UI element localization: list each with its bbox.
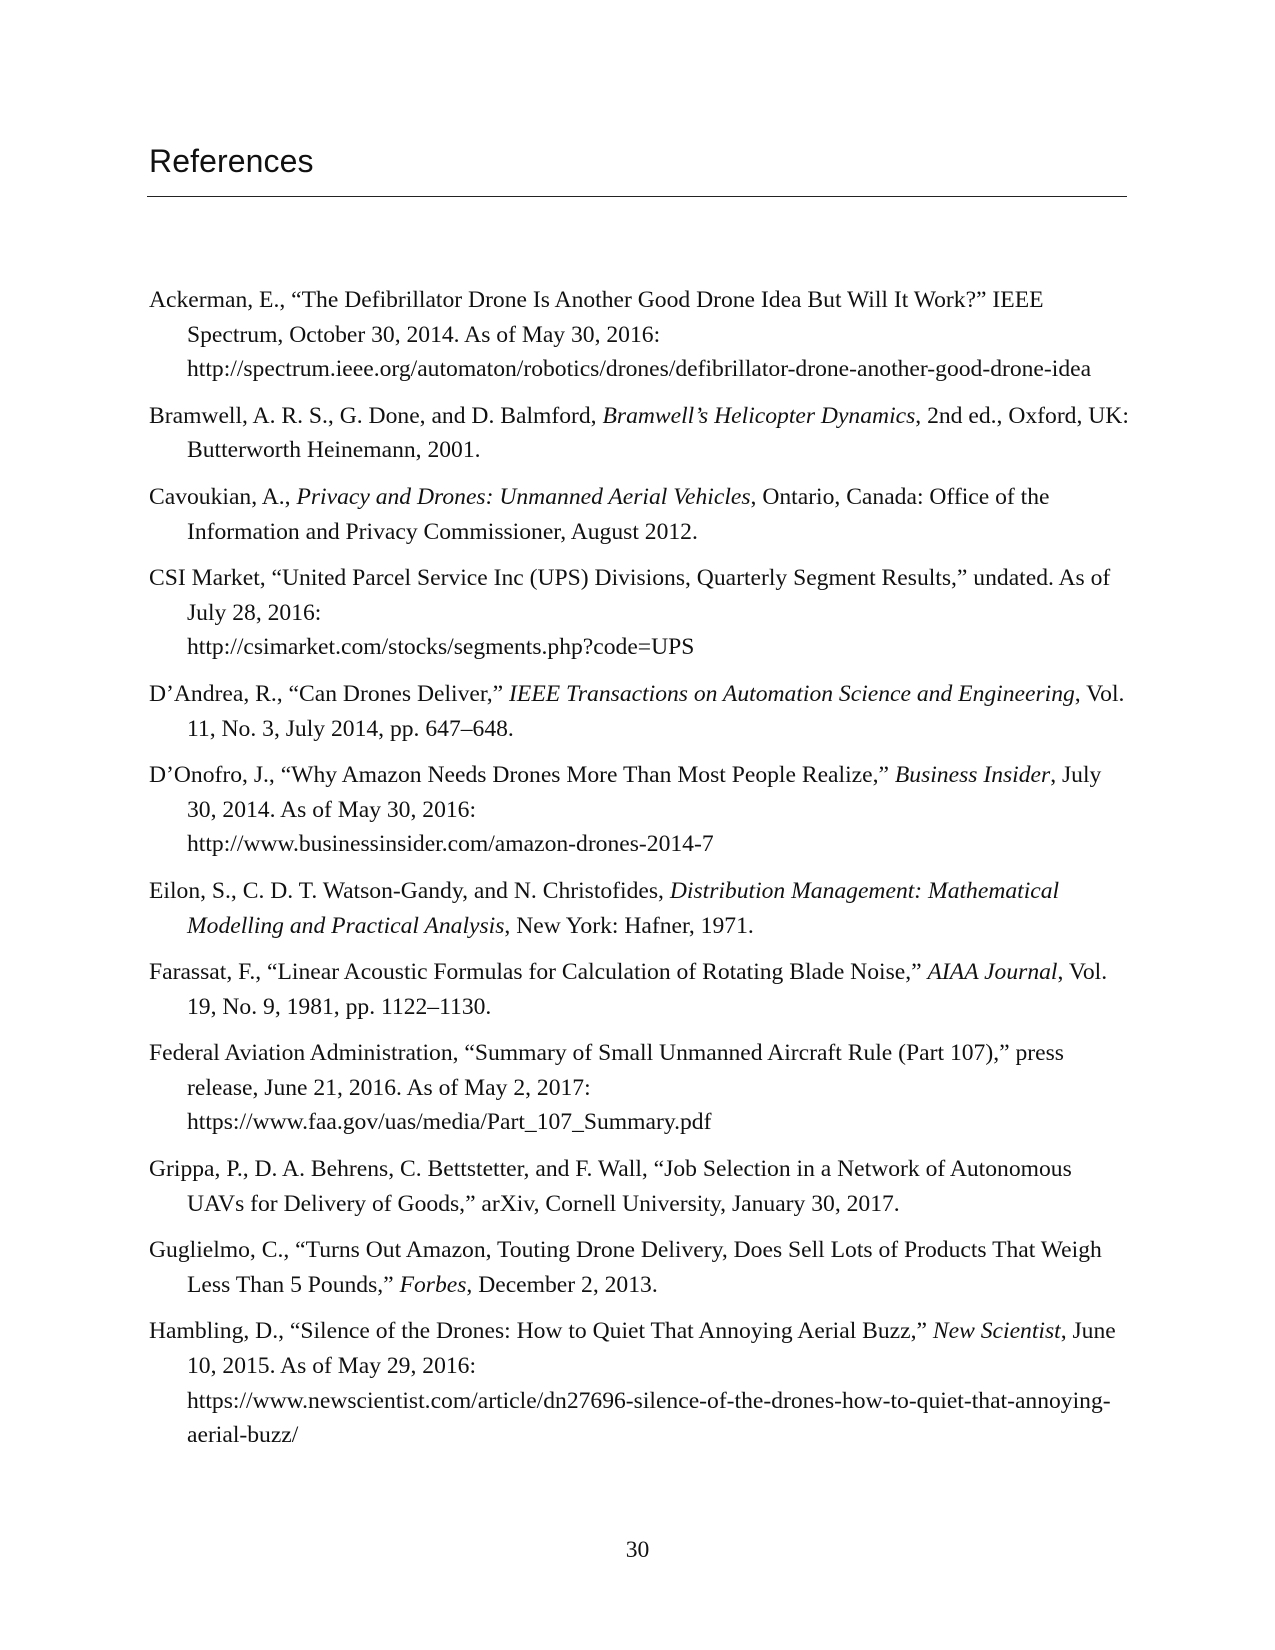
reference-entry bbox=[149, 480, 1129, 549]
reference-entry bbox=[149, 283, 1129, 387]
reference-entry bbox=[149, 399, 1129, 468]
reference-text: Hambling, D., “Silence of the Drones: How to Quiet That Annoying Aerial Buzz,” bbox=[149, 1318, 933, 1345]
reference-entry bbox=[149, 874, 1129, 943]
reference-entry bbox=[149, 955, 1129, 1024]
reference-title: Privacy and Drones: Unmanned Aerial Vehicles bbox=[296, 483, 751, 510]
reference-text: CSI Market, “United Parcel Service Inc (UPS) Divisions, Quarterly Segment Results,” undated. As of July 28, 2016: bbox=[149, 565, 1111, 626]
reference-title: Bramwell’s Helicopter Dynamics bbox=[602, 402, 916, 429]
reference-text: , 2nd ed., Oxford, UK: Butterworth Heinemann, 2001. bbox=[187, 402, 1129, 464]
title-divider bbox=[147, 196, 1127, 197]
page-title: References bbox=[149, 143, 314, 179]
reference-text: , Ontario, Canada: Office of the Information and Privacy Commissioner, August 2012. bbox=[187, 483, 1050, 545]
reference-title: Distribution Management: Mathematical Modelling and Practical Analysis bbox=[187, 877, 1060, 939]
reference-url[interactable]: https://www.newscientist.com/article/dn27696-silence-of-the-drones-how-to-quiet-that-annoying-aerial-buzz/ bbox=[187, 1387, 1111, 1449]
reference-text: Farassat, F., “Linear Acoustic Formulas for Calculation of Rotating Blade Noise,” bbox=[149, 959, 928, 986]
reference-text: Cavoukian, A., bbox=[149, 483, 297, 510]
reference-text: , Vol. 11, No. 3, July 2014, pp. 647–648. bbox=[187, 680, 1125, 742]
reference-entry bbox=[149, 561, 1129, 665]
reference-url[interactable]: http://www.businessinsider.com/amazon-drones-2014-7 bbox=[187, 831, 714, 858]
reference-text: D’Andrea, R., “Can Drones Deliver,” bbox=[149, 680, 510, 707]
reference-text: , New York: Hafner, 1971. bbox=[504, 912, 754, 939]
reference-list bbox=[149, 283, 1129, 1465]
reference-text: Federal Aviation Administration, “Summary of Small Unmanned Aircraft Rule (Part 107),” press release, June 21, 2016. As of May 2, 2017: bbox=[149, 1040, 1064, 1101]
reference-entry bbox=[149, 1233, 1129, 1302]
reference-entry bbox=[149, 1036, 1129, 1140]
reference-text: , June 10, 2015. As of May 29, 2016: bbox=[187, 1318, 1116, 1380]
reference-url[interactable]: http://spectrum.ieee.org/automaton/robotics/drones/defibrillator-drone-another-good-drone-idea bbox=[187, 356, 1092, 383]
reference-text: Grippa, P., D. A. Behrens, C. Bettstetter, and F. Wall, “Job Selection in a Network of Autonomous UAVs for Delivery of Goods,” arXiv, Cornell University, January 30, 2017. bbox=[149, 1156, 1072, 1217]
reference-url[interactable]: http://csimarket.com/stocks/segments.php?code=UPS bbox=[187, 634, 695, 661]
reference-text: Ackerman, E., “The Defibrillator Drone Is Another Good Drone Idea But Will It Work?” IEEE Spectrum, October 30, 2014. As of May 30, 2016: bbox=[149, 287, 1044, 348]
reference-text: Guglielmo, C., “Turns Out Amazon, Touting Drone Delivery, Does Sell Lots of Products That Weigh Less Than 5 Pounds,” bbox=[149, 1237, 1102, 1298]
reference-entry bbox=[149, 1152, 1129, 1221]
reference-title: AIAA Journal bbox=[927, 959, 1058, 986]
reference-text: Bramwell, A. R. S., G. Done, and D. Balmford, bbox=[149, 402, 603, 429]
reference-title: New Scientist bbox=[932, 1318, 1061, 1345]
reference-text: , December 2, 2013. bbox=[466, 1271, 658, 1298]
reference-entry bbox=[149, 1314, 1129, 1452]
reference-entry bbox=[149, 677, 1129, 746]
reference-text: D’Onofro, J., “Why Amazon Needs Drones More Than Most People Realize,” bbox=[149, 762, 895, 789]
reference-text: , Vol. 19, No. 9, 1981, pp. 1122–1130. bbox=[187, 959, 1108, 1020]
reference-url[interactable]: https://www.faa.gov/uas/media/Part_107_Summary.pdf bbox=[187, 1109, 712, 1136]
reference-title: IEEE Transactions on Automation Science and Engineering bbox=[509, 680, 1075, 707]
reference-title: Forbes bbox=[399, 1271, 467, 1298]
reference-entry bbox=[149, 758, 1129, 862]
reference-title: Business Insider bbox=[894, 762, 1051, 789]
page-number: 30 bbox=[625, 1537, 650, 1563]
reference-text: , July 30, 2014. As of May 30, 2016: bbox=[187, 762, 1102, 823]
reference-text: Eilon, S., C. D. T. Watson-Gandy, and N. Christofides, bbox=[149, 877, 670, 904]
